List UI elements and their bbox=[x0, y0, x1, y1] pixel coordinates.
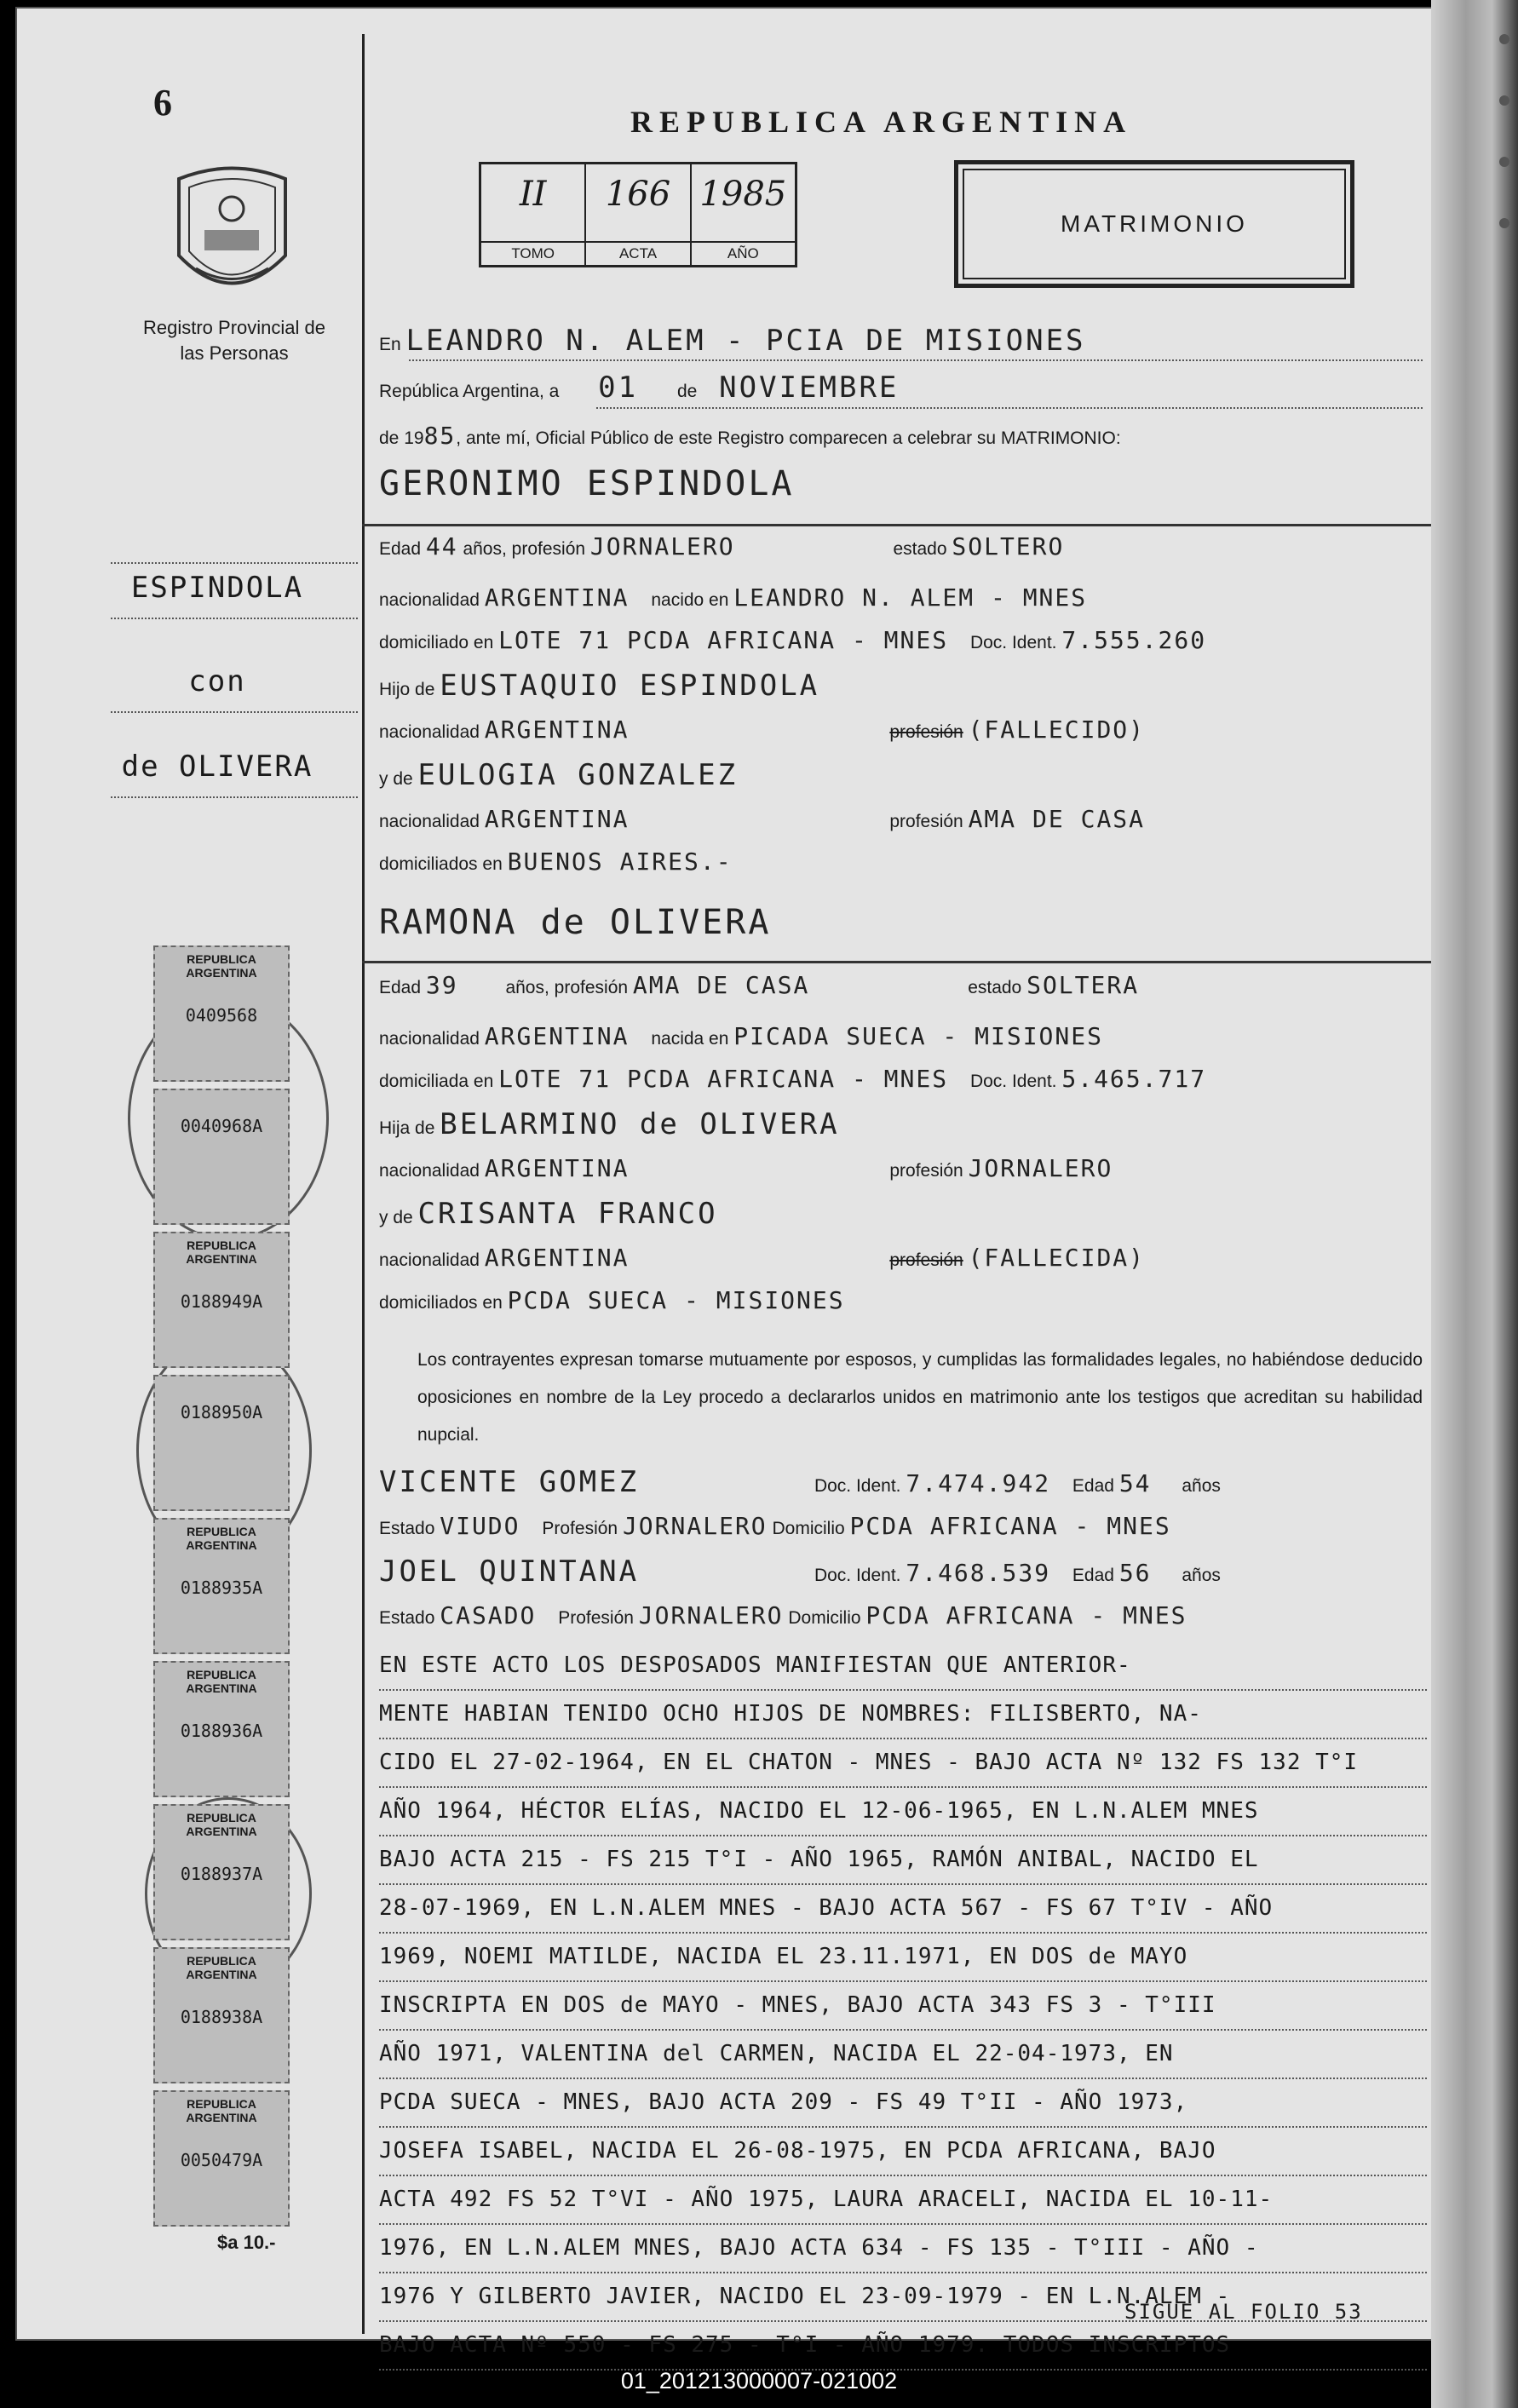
groom-padre-prof: (FALLECIDO) bbox=[968, 716, 1146, 744]
column-divider bbox=[362, 34, 365, 2334]
anios-label: años bbox=[1182, 1476, 1221, 1496]
witness-2-name: JOEL QUINTANA bbox=[379, 1555, 640, 1589]
bride-madre-row bbox=[379, 1197, 718, 1231]
groom-madre-row bbox=[379, 758, 738, 792]
tomo-acta-anio-box bbox=[479, 162, 797, 267]
stamp-header: REPUBLICA ARGENTINA bbox=[186, 1525, 257, 1552]
dia-value: 01 bbox=[598, 371, 639, 405]
stamp-number: 0409568 bbox=[185, 1005, 258, 1026]
nacionalidad-label: nacionalidad bbox=[379, 1250, 480, 1270]
nacido-en-label: nacido en bbox=[651, 590, 729, 610]
margin-surname-1: ESPINDOLA bbox=[130, 571, 304, 605]
bride-madre-prof: (FALLECIDA) bbox=[968, 1244, 1146, 1272]
bride-madre-nac-row bbox=[379, 1244, 1145, 1272]
intro-text: , ante mí, Oficial Público de este Registro comparecen a celebrar su MATRIMONIO: bbox=[456, 428, 1121, 448]
lugar-value: LEANDRO N. ALEM - PCIA DE MISIONES bbox=[405, 324, 1086, 358]
intro-line-2 bbox=[379, 371, 899, 405]
book-spine bbox=[1431, 0, 1518, 2408]
intro-line-1 bbox=[379, 324, 1086, 358]
continues-note: SIGUE AL FOLIO 53 bbox=[1124, 2300, 1363, 2324]
bride-name: RAMONA de OLIVERA bbox=[379, 903, 772, 942]
bride-padre: BELARMINO de OLIVERA bbox=[440, 1107, 840, 1141]
witness-2-edad: 56 bbox=[1118, 1559, 1152, 1587]
groom-padre: EUSTAQUIO ESPINDOLA bbox=[440, 669, 820, 703]
bride-padre-row bbox=[379, 1107, 840, 1141]
bride-domicilio: LOTE 71 PCDA AFRICANA - MNES bbox=[498, 1065, 949, 1093]
groom-name: GERONIMO ESPINDOLA bbox=[379, 464, 795, 503]
note-line: CIDO EL 27-02-1964, EN EL CHATON - MNES - BAJO ACTA Nº 132 FS 132 T°I bbox=[379, 1739, 1427, 1788]
groom-madre-prof: AMA DE CASA bbox=[968, 805, 1146, 833]
nacionalidad-label: nacionalidad bbox=[379, 1029, 480, 1049]
groom-padre-nac-row bbox=[379, 716, 1145, 744]
groom-domicilio: LOTE 71 PCDA AFRICANA - MNES bbox=[498, 626, 949, 654]
anio-label: AÑO bbox=[692, 241, 795, 265]
revenue-stamp bbox=[153, 1661, 290, 1797]
revenue-stamp bbox=[153, 1518, 290, 1654]
domiciliados-en-label: domiciliados en bbox=[379, 1293, 503, 1313]
acta-value: 166 bbox=[605, 175, 671, 214]
image-caption: 01_201213000007-021002 bbox=[620, 2368, 898, 2394]
registro-label: Registro Provincial de las Personas bbox=[143, 317, 325, 364]
folio-number: 6 bbox=[153, 82, 172, 124]
groom-padres-dom-row bbox=[379, 848, 733, 876]
margin-dotted-line bbox=[111, 562, 358, 564]
doc-ident-label: Doc. Ident. bbox=[814, 1476, 901, 1496]
intro-line-3 bbox=[379, 422, 1121, 450]
note-line: BAJO ACTA Nº 550 - FS 275 - T°I - AÑO 1979. TODOS INSCRIPTOS bbox=[379, 2322, 1427, 2371]
note-line: 1976 Y GILBERTO JAVIER, NACIDO EL 23-09-1979 - EN L.N.ALEM - bbox=[379, 2273, 1427, 2322]
margin-con: con bbox=[188, 664, 246, 698]
estado-label: estado bbox=[968, 978, 1022, 997]
bride-edad: 39 bbox=[425, 971, 458, 999]
note-line: 28-07-1969, EN L.N.ALEM MNES - BAJO ACTA 567 - FS 67 T°IV - AÑO bbox=[379, 1885, 1427, 1934]
domiciliada-en-label: domiciliada en bbox=[379, 1072, 494, 1091]
country-title: REPUBLICA ARGENTINA bbox=[630, 105, 1133, 139]
document-type-box bbox=[954, 160, 1354, 288]
anio-cell bbox=[692, 164, 795, 265]
revenue-stamp bbox=[153, 2090, 290, 2227]
witness-2-estado: CASADO bbox=[440, 1601, 537, 1629]
doc-ident-label: Doc. Ident. bbox=[969, 1072, 1057, 1091]
note-line: PCDA SUECA - MNES, BAJO ACTA 209 - FS 49 T°II - AÑO 1973, bbox=[379, 2079, 1427, 2128]
note-line: AÑO 1964, HÉCTOR ELÍAS, NACIDO EL 12-06-1965, EN L.N.ALEM MNES bbox=[379, 1788, 1427, 1836]
margin-dotted-line bbox=[111, 796, 358, 798]
profesion-label: profesión bbox=[889, 1250, 963, 1270]
stamp-price: $a 10.- bbox=[217, 2232, 276, 2253]
bride-doc: 5.465.717 bbox=[1061, 1065, 1207, 1093]
y-de-label: y de bbox=[379, 1208, 413, 1227]
stamp-number: 0188949A bbox=[180, 1291, 263, 1312]
groom-nacionalidad: ARGENTINA bbox=[484, 583, 630, 612]
witness-1-row bbox=[379, 1465, 1221, 1499]
bride-estado: SOLTERA bbox=[1026, 971, 1140, 999]
tomo-cell bbox=[481, 164, 586, 265]
hijo-de-label: Hijo de bbox=[379, 680, 435, 699]
stamp-number: 0188936A bbox=[180, 1721, 263, 1741]
groom-dom-row bbox=[379, 626, 1206, 654]
profesion-label: profesión bbox=[889, 812, 963, 831]
y-de-label: y de bbox=[379, 769, 413, 789]
groom-madre: EULOGIA GONZALEZ bbox=[417, 758, 739, 792]
profesion-label: Profesión bbox=[558, 1608, 634, 1628]
estado-label: Estado bbox=[379, 1519, 435, 1538]
binding-holes bbox=[1499, 34, 1511, 279]
bride-profesion: AMA DE CASA bbox=[632, 971, 810, 999]
stamp-header: REPUBLICA ARGENTINA bbox=[186, 1238, 257, 1266]
tomo-value: II bbox=[519, 175, 547, 214]
estado-label: estado bbox=[893, 539, 947, 559]
hija-de-label: Hija de bbox=[379, 1118, 435, 1138]
witness-2-domicilio: PCDA AFRICANA - MNES bbox=[865, 1601, 1187, 1629]
margin-dotted-line bbox=[111, 618, 358, 619]
republica-label: República Argentina, a bbox=[379, 382, 560, 401]
stamp-header: REPUBLICA ARGENTINA bbox=[186, 1954, 257, 1981]
note-line: EN ESTE ACTO LOS DESPOSADOS MANIFIESTAN QUE ANTERIOR- bbox=[379, 1642, 1427, 1691]
nacionalidad-label: nacionalidad bbox=[379, 590, 480, 610]
groom-madre-nac-row bbox=[379, 805, 1145, 833]
section-rule bbox=[362, 961, 1431, 963]
provincial-seal-icon bbox=[170, 162, 294, 307]
bride-padre-nac: ARGENTINA bbox=[484, 1154, 630, 1182]
witness-2-doc: 7.468.539 bbox=[906, 1559, 1051, 1587]
acta-label: ACTA bbox=[586, 241, 689, 265]
tomo-label: TOMO bbox=[481, 241, 584, 265]
anios-label: años bbox=[1182, 1566, 1221, 1585]
nacionalidad-label: nacionalidad bbox=[379, 722, 480, 742]
witness-1-domicilio: PCDA AFRICANA - MNES bbox=[849, 1512, 1171, 1540]
bride-nacida-en: PICADA SUECA - MISIONES bbox=[733, 1022, 1103, 1050]
edad-label: Edad bbox=[379, 978, 422, 997]
mes-value: NOVIEMBRE bbox=[719, 371, 900, 405]
groom-nac-row bbox=[379, 583, 1087, 612]
stamp-header: REPUBLICA ARGENTINA bbox=[186, 1811, 257, 1838]
note-line: 1976, EN L.N.ALEM MNES, BAJO ACTA 634 - FS 135 - T°III - AÑO - bbox=[379, 2225, 1427, 2273]
estado-label: Estado bbox=[379, 1608, 435, 1628]
bride-edad-row bbox=[379, 971, 1139, 999]
stamp-number: 0188938A bbox=[180, 2007, 263, 2027]
note-line: ACTA 492 FS 52 T°VI - AÑO 1975, LAURA ARACELI, NACIDA EL 10-11- bbox=[379, 2176, 1427, 2225]
witness-1-detail-row bbox=[379, 1512, 1171, 1540]
stamp-number: 0188935A bbox=[180, 1578, 263, 1598]
bride-nacionalidad: ARGENTINA bbox=[484, 1022, 630, 1050]
witness-1-name: VICENTE GOMEZ bbox=[379, 1465, 640, 1499]
witness-2-row bbox=[379, 1555, 1221, 1589]
de19-label: de 19 bbox=[379, 428, 424, 448]
revenue-stamp bbox=[153, 945, 290, 1082]
note-line: MENTE HABIAN TENIDO OCHO HIJOS DE NOMBRES: FILISBERTO, NA- bbox=[379, 1691, 1427, 1739]
bride-madre: CRISANTA FRANCO bbox=[417, 1197, 718, 1231]
profesion-label: Profesión bbox=[542, 1519, 618, 1538]
note-line: 1969, NOEMI MATILDE, NACIDA EL 23.11.1971, EN DOS de MAYO bbox=[379, 1934, 1427, 1982]
nacionalidad-label: nacionalidad bbox=[379, 812, 480, 831]
domicilio-label: Domicilio bbox=[772, 1519, 845, 1538]
notes-block bbox=[379, 1642, 1427, 2371]
witness-2-profesion: JORNALERO bbox=[638, 1601, 784, 1629]
groom-name-row bbox=[379, 464, 794, 503]
stamp-number: 0188937A bbox=[180, 1864, 263, 1884]
section-rule bbox=[362, 524, 1431, 526]
revenue-stamp bbox=[153, 1232, 290, 1368]
groom-padres-dom: BUENOS AIRES.- bbox=[507, 848, 733, 876]
witness-1-edad: 54 bbox=[1118, 1469, 1152, 1497]
note-line: INSCRIPTA EN DOS de MAYO - MNES, BAJO ACTA 343 FS 3 - T°III bbox=[379, 1982, 1427, 2031]
revenue-stamp bbox=[153, 1089, 290, 1225]
domiciliado-en-label: domiciliado en bbox=[379, 633, 494, 652]
stamp-number: 0050479A bbox=[180, 2150, 263, 2170]
stamp-header: REPUBLICA ARGENTINA bbox=[186, 1668, 257, 1695]
note-line: AÑO 1971, VALENTINA del CARMEN, NACIDA EL 22-04-1973, EN bbox=[379, 2031, 1427, 2079]
profesion-label: profesión bbox=[889, 1161, 963, 1181]
bride-padres-dom-row bbox=[379, 1286, 845, 1314]
bride-nac-row bbox=[379, 1022, 1103, 1050]
en-label: En bbox=[379, 335, 401, 354]
stamp-header: REPUBLICA ARGENTINA bbox=[186, 952, 257, 980]
note-line: JOSEFA ISABEL, NACIDA EL 26-08-1975, EN PCDA AFRICANA, BAJO bbox=[379, 2128, 1427, 2176]
groom-padre-nac: ARGENTINA bbox=[484, 716, 630, 744]
groom-edad-row bbox=[379, 532, 1064, 560]
declaration-text: Los contrayentes expresan tomarse mutuamente por esposos, y cumplidas las formalidades legales, no habiéndose deducido oposiciones en nombre de la Ley procedo a declararlos unidos en matrimonio ante los testigos que acreditan su habilidad nupcial. bbox=[417, 1350, 1423, 1445]
witness-1-doc: 7.474.942 bbox=[906, 1469, 1051, 1497]
groom-padre-row bbox=[379, 669, 819, 703]
acta-cell bbox=[586, 164, 691, 265]
revenue-stamp bbox=[153, 1375, 290, 1511]
revenue-stamp bbox=[153, 1804, 290, 1940]
bride-padres-dom: PCDA SUECA - MISIONES bbox=[507, 1286, 845, 1314]
bride-name-row bbox=[379, 903, 771, 942]
groom-madre-nac: ARGENTINA bbox=[484, 805, 630, 833]
doc-ident-label: Doc. Ident. bbox=[814, 1566, 901, 1585]
doc-ident-label: Doc. Ident. bbox=[969, 633, 1057, 652]
nacionalidad-label: nacionalidad bbox=[379, 1161, 480, 1181]
groom-profesion: JORNALERO bbox=[589, 532, 735, 560]
stamp-header: REPUBLICA ARGENTINA bbox=[186, 2097, 257, 2124]
intro-anio-value: 85 bbox=[423, 422, 457, 450]
groom-doc: 7.555.260 bbox=[1061, 626, 1207, 654]
bride-madre-nac: ARGENTINA bbox=[484, 1244, 630, 1272]
bride-dom-row bbox=[379, 1065, 1206, 1093]
register-page bbox=[15, 7, 1446, 2358]
profesion-label: profesión bbox=[889, 722, 963, 742]
edad-label: Edad bbox=[379, 539, 422, 559]
document-type: MATRIMONIO bbox=[1061, 210, 1248, 237]
edad-label: Edad bbox=[1072, 1566, 1114, 1585]
groom-edad: 44 bbox=[425, 532, 458, 560]
revenue-stamps bbox=[153, 945, 349, 2266]
anios-prof-label: años, profesión bbox=[463, 539, 586, 559]
margin-surname-2: de OLIVERA bbox=[121, 750, 313, 784]
witness-1-profesion: JORNALERO bbox=[622, 1512, 768, 1540]
anios-prof-label: años, profesión bbox=[505, 978, 629, 997]
revenue-stamp bbox=[153, 1947, 290, 2083]
domiciliados-en-label: domiciliados en bbox=[379, 854, 503, 874]
bride-padre-nac-row bbox=[379, 1154, 1113, 1182]
bride-padre-prof: JORNALERO bbox=[968, 1154, 1113, 1182]
dotted-line bbox=[596, 407, 1423, 409]
nacida-en-label: nacida en bbox=[651, 1029, 729, 1049]
margin-dotted-line bbox=[111, 711, 358, 713]
edad-label: Edad bbox=[1072, 1476, 1114, 1496]
anio-value: 1985 bbox=[699, 175, 787, 214]
domicilio-label: Domicilio bbox=[788, 1608, 861, 1628]
dotted-line bbox=[409, 359, 1423, 361]
de-label: de bbox=[676, 382, 698, 401]
stamp-number: 0188950A bbox=[180, 1402, 263, 1422]
stamp-number: 0040968A bbox=[180, 1116, 263, 1136]
witness-2-detail-row bbox=[379, 1601, 1187, 1629]
witness-1-estado: VIUDO bbox=[440, 1512, 520, 1540]
groom-estado: SOLTERO bbox=[952, 532, 1065, 560]
groom-nacido-en: LEANDRO N. ALEM - MNES bbox=[733, 583, 1088, 612]
note-line: BAJO ACTA 215 - FS 215 T°I - AÑO 1965, RAMÓN ANIBAL, NACIDO EL bbox=[379, 1836, 1427, 1885]
